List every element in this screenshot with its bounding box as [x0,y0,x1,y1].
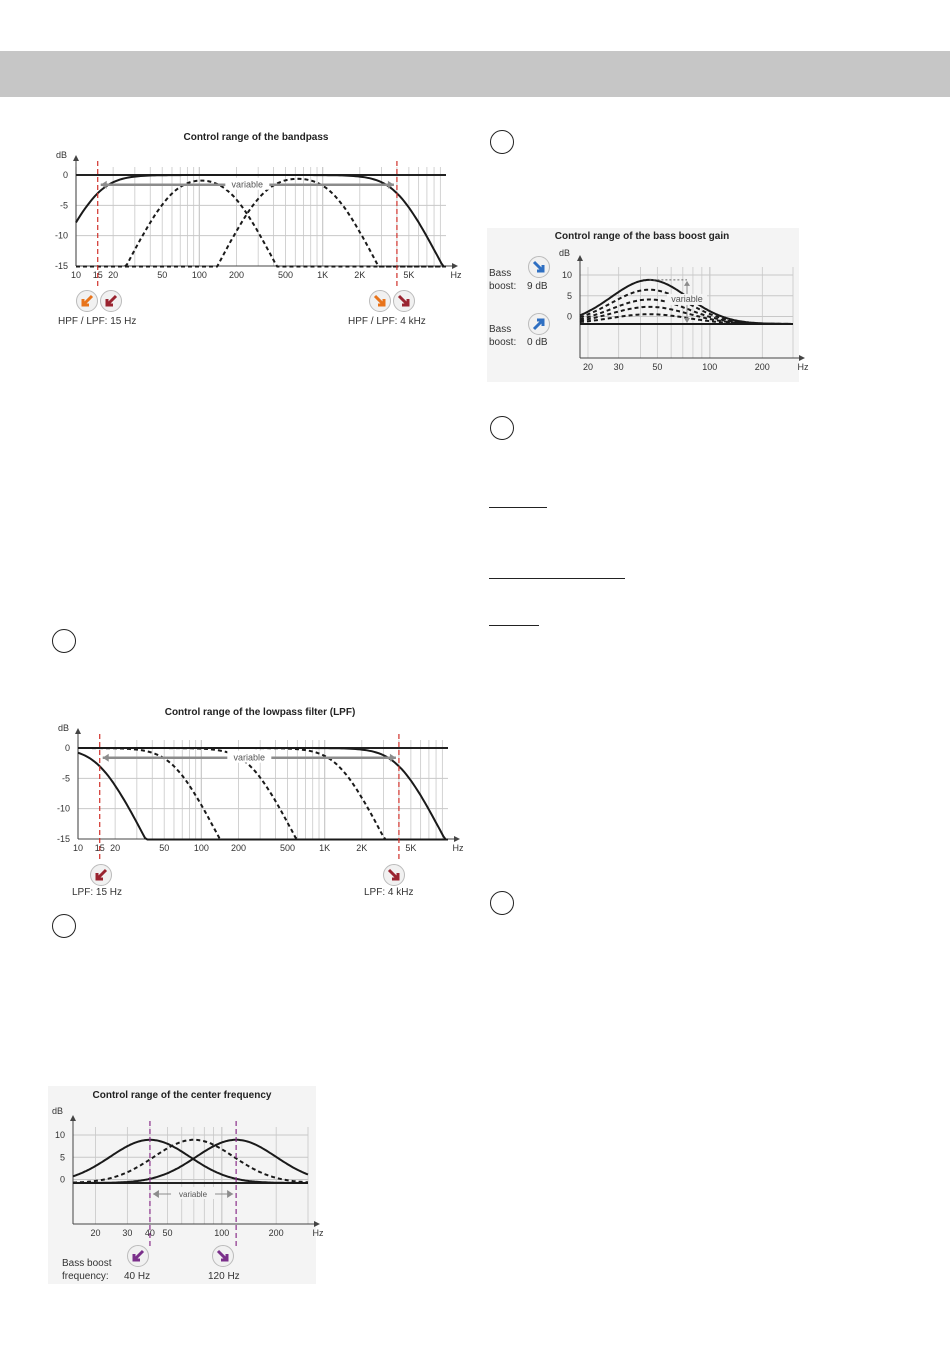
y-tick-label: 0 [59,1174,65,1185]
gain-caption-boost-2: boost: [489,337,517,348]
x-tick-label: 5K [403,270,415,280]
x-unit-label: Hz [450,270,462,280]
step-circle [52,629,76,653]
lowpass-caption-low: LPF: 15 Hz [72,887,123,898]
gain-caption-bass-1: Bass [489,268,512,279]
bandpass-chart [50,128,470,288]
gain-low-arrow-icon [528,313,550,335]
y-tick-label: 5 [59,1152,65,1163]
x-tick-label: 10 [70,270,82,280]
y-unit-label: dB [56,150,68,160]
x-tick-label: 50 [162,1228,173,1238]
gain-caption-boost-1: boost: [489,281,517,292]
lpf-low-arrow-icon [90,864,112,886]
x-tick-label: 200 [268,1228,284,1238]
gain-caption-value-1: 9 dB [527,281,548,292]
x-tick-label: 100 [191,270,207,280]
gain-high-arrow-icon [528,256,550,278]
arrow-down-right-shape [534,262,543,271]
hpf-high-arrow-icon [369,290,391,312]
x-tick-label: 20 [90,1228,101,1238]
y-tick-label: 10 [54,1130,65,1140]
x-tick-label: 50 [159,843,170,853]
x-tick-label: 20 [110,843,121,853]
center-caption-line1: Bass boost [62,1258,112,1269]
x-tick-label: 100 [214,1228,230,1238]
gain-caption-bass-2: Bass [489,324,512,335]
center-caption-low: 40 Hz [124,1271,151,1282]
y-tick-label: 0 [566,311,572,322]
center-caption-high: 120 Hz [208,1271,240,1282]
variable-label: variable [233,752,266,763]
arrow-down-right-shape [399,296,408,305]
data-curve [76,179,446,267]
y-tick-label: 5 [566,290,572,301]
variable-label: variable [231,179,264,190]
y-unit-label: dB [52,1106,64,1116]
x-tick-label: 30 [122,1228,133,1238]
chart-title: Control range of the bass boost gain [554,231,730,242]
x-tick-label: 2K [356,843,368,853]
center-frequency-chart [48,1086,324,1284]
heading-underline [489,625,539,626]
y-tick-label: 10 [561,270,572,280]
step-circle [490,130,514,154]
x-axis-arrow [314,1221,320,1227]
y-axis-arrow [73,155,79,161]
arrow-up-right-shape [534,320,543,329]
x-tick-label: 500 [278,270,294,280]
x-tick-label: 200 [754,362,770,372]
x-tick-label: 2K [354,270,366,280]
x-tick-label: 200 [230,843,246,853]
lpf-low-arrow-icon [100,290,122,312]
x-tick-label: 40 [144,1228,155,1238]
arrow-down-right-shape [218,1251,227,1260]
x-tick-label: 15 [94,843,105,853]
lowpass-chart [50,702,470,862]
data-curve [78,753,448,840]
y-tick-label: -15 [54,261,68,271]
hpf-low-arrow-icon [76,290,98,312]
bass-boost-gain-chart [487,228,809,382]
arrow-down-left-shape [83,296,92,305]
y-tick-label: 0 [64,743,70,753]
x-tick-label: 50 [652,362,663,372]
variable-arrow-head [103,754,109,762]
chart-title: Control range of the lowpass filter (LPF) [164,707,356,718]
x-tick-label: 100 [193,843,209,853]
center-low-arrow-icon [127,1245,149,1267]
y-unit-label: dB [559,248,571,258]
page-header-bar [0,51,950,97]
y-tick-label: 0 [62,170,68,180]
step-circle [490,891,514,915]
x-unit-label: Hz [797,362,809,372]
lowpass-caption-high: LPF: 4 kHz [364,887,414,898]
x-tick-label: 20 [108,270,119,280]
step-circle [490,416,514,440]
chart-title: Control range of the bandpass [183,132,329,143]
x-axis-arrow [452,263,458,269]
x-tick-label: 500 [280,843,296,853]
arrow-down-left-shape [107,296,116,305]
x-tick-label: 10 [72,843,84,853]
chart-title: Control range of the center frequency [92,1090,272,1101]
center-caption-line2: frequency: [62,1271,109,1282]
heading-underline [489,507,547,508]
y-tick-label: -5 [61,773,70,784]
x-tick-label: 50 [157,270,168,280]
bandpass-caption-low: HPF / LPF: 15 Hz [58,316,137,327]
x-tick-label: 30 [613,362,624,372]
x-axis-arrow [454,836,460,842]
y-tick-label: -5 [59,200,68,211]
data-curve [76,181,446,267]
center-high-arrow-icon [212,1245,234,1267]
x-tick-label: 100 [702,362,718,372]
step-circle [52,914,76,938]
variable-label: variable [671,293,703,304]
y-axis-arrow [75,728,81,734]
lpf-high-arrow-icon [393,290,415,312]
arrow-down-right-shape [389,870,398,879]
x-tick-label: 200 [228,270,244,280]
y-unit-label: dB [58,723,70,733]
x-tick-label: 20 [582,362,593,372]
y-tick-label: -15 [56,834,70,844]
y-tick-label: -10 [56,803,70,814]
chart-background [487,228,799,382]
x-axis-arrow [799,355,805,361]
x-tick-label: 1K [317,270,329,280]
heading-underline [489,578,625,579]
x-unit-label: Hz [452,843,464,853]
y-tick-label: -10 [54,230,68,241]
x-tick-label: 15 [92,270,103,280]
gain-caption-value-2: 0 dB [527,337,548,348]
arrow-down-left-shape [134,1251,143,1260]
x-unit-label: Hz [312,1228,324,1238]
lpf-high-arrow-icon [383,864,405,886]
x-tick-label: 1K [319,843,331,853]
x-tick-label: 5K [405,843,417,853]
arrow-down-right-shape [375,296,384,305]
arrow-down-left-shape [97,870,106,879]
variable-label: variable [179,1190,208,1199]
bandpass-caption-high: HPF / LPF: 4 kHz [348,316,426,327]
